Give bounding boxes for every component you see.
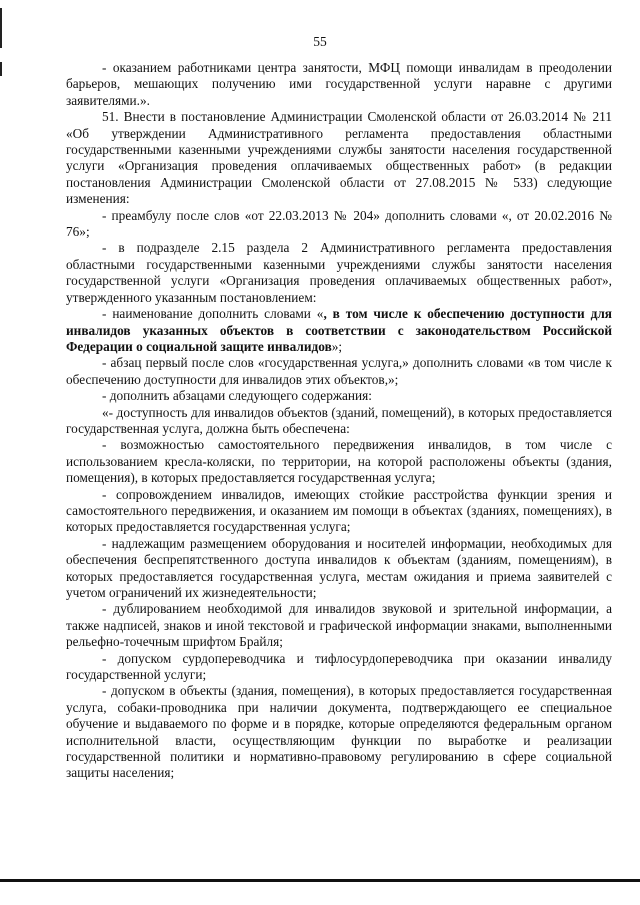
document-body (66, 60, 612, 782)
paragraph-text: - наименование дополнить словами « (102, 306, 324, 322)
scan-edge-mark (0, 62, 2, 76)
bold-insertion: , в том числе к обеспечению доступности для инвалидов указанных объектов в соответствии с законодательством Российской Федерации о социальной защите инвалидов (66, 306, 612, 354)
paragraph: - оказанием работниками центра занятости, МФЦ помощи инвалидам в преодолении барьеров, мешающих получению ими государственной услуги наравне с другими заявителями.». (66, 60, 612, 108)
paragraph: - допуском в объекты (здания, помещения), в которых предоставляется государственная услуга, собаки-проводника при наличии документа, подтверждающего ее специальное обучение и выдаваемого по форме и в порядке, которые определяются федеральным органом исполнительной власти, осуществляющим функции по выработке и реализации государственной политики и нормативно-правовому регулированию в сфере социальной защиты населения; (66, 683, 612, 781)
paragraph: «- доступность для инвалидов объектов (зданий, помещений), в которых предоставляется государственная услуга, должна быть обеспечена: (66, 404, 612, 436)
paragraph: - в подразделе 2.15 раздела 2 Административного регламента предоставления областными государственными казенными учреждениями службы занятости населения государственной услуги «Организация проведения оплачиваемых общественных работ», утвержденного указанным постановлением: (66, 240, 612, 305)
paragraph: - возможностью самостоятельного передвижения инвалидов, в том числе с использованием кресла-коляски, по территории, на которой расположены объекты (здания, помещения), в которых предоставляется государственная услуга; (66, 437, 612, 486)
paragraph (66, 306, 612, 355)
paragraph: - надлежащим размещением оборудования и носителей информации, необходимых для обеспечения беспрепятственного доступа инвалидов к объектам (зданиям, помещениям), в которых предоставляется государственная услуга, местам ожидания и приема заявителей с учетом ограничений их жизнедеятельности; (66, 535, 612, 600)
paragraph: - абзац первый после слов «государственная услуга,» дополнить словами «в том числе к обеспечению доступности для инвалидов этих объектов,»; (66, 355, 612, 387)
paragraph-text: »; (331, 338, 343, 354)
paragraph: - преамбулу после слов «от 22.03.2013 № 204» дополнить словами «, от 20.02.2016 № 76»; (66, 207, 612, 240)
bottom-rule (0, 879, 640, 882)
paragraph: 51. Внести в постановление Администрации Смоленской области от 26.03.2014 № 211 «Об утверждении Административного регламента предоставления областными государственными казенными учреждениями службы занятости населения государственной услуги «Организация проведения оплачиваемых общественных работ» (в редакции постановления Администрации Смоленской области от 27.08.2015 № 533) следующие изменения: (66, 109, 612, 207)
paragraph: - дополнить абзацами следующего содержания: (102, 388, 372, 404)
page-number: 55 (313, 34, 327, 49)
paragraph: - допуском сурдопереводчика и тифлосурдопереводчика при оказании инвалиду государственной услуги; (66, 650, 612, 683)
paragraph: - дублированием необходимой для инвалидов звуковой и зрительной информации, а также надписей, знаков и иной текстовой и графической информации знаками, выполненными рельефно-точечным шрифтом Брайля; (66, 601, 612, 650)
paragraph: - сопровождением инвалидов, имеющих стойкие расстройства функции зрения и самостоятельного передвижения, и оказанием им помощи в объектах (зданиях, помещениях), в которых предоставляется государственная услуга; (66, 486, 612, 535)
